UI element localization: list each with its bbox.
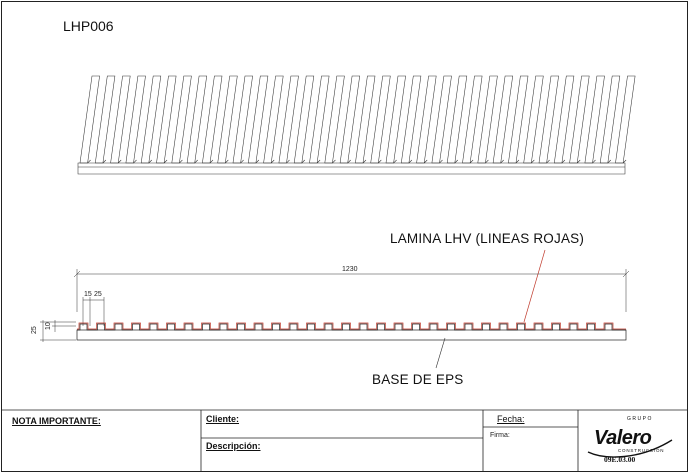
eps-base-rect (77, 330, 626, 340)
iso-rib (570, 76, 590, 163)
eps-leader-line (436, 338, 445, 368)
iso-rib (493, 76, 513, 163)
drawing-code: LHP006 (63, 18, 114, 34)
iso-rib (264, 76, 284, 163)
iso-base-slab (78, 163, 625, 174)
brand-logo: Valero (594, 427, 652, 449)
document-code: 09E.03.00 (604, 455, 636, 464)
client-label: Cliente: (206, 414, 240, 424)
brand-subtitle: CONSTRUCCIÓN (618, 448, 665, 453)
eps-callout-label: BASE DE EPS (372, 372, 464, 387)
sheet-border (2, 2, 688, 472)
iso-rib (447, 76, 467, 163)
overall-dimension (74, 269, 629, 312)
signature-label: Firma: (490, 432, 510, 439)
iso-rib (524, 76, 544, 163)
iso-rib (126, 76, 146, 163)
dimension-depth: 10 (45, 322, 52, 330)
iso-rib (340, 76, 360, 163)
iso-rib (248, 76, 268, 163)
lamina-leader-line (524, 250, 545, 322)
description-label: Descripción: (206, 441, 261, 451)
iso-rib (187, 76, 207, 163)
iso-ribs (80, 76, 635, 163)
iso-rib (585, 76, 605, 163)
iso-rib (386, 76, 406, 163)
iso-rib (508, 76, 528, 163)
pitch-dimension (83, 297, 104, 326)
iso-rib (463, 76, 483, 163)
iso-rib (417, 76, 437, 163)
iso-rib (478, 76, 498, 163)
iso-rib (172, 76, 192, 163)
dimension-pitch: 25 (94, 291, 102, 298)
iso-rib (111, 76, 131, 163)
dimension-height: 25 (31, 326, 38, 334)
iso-rib (233, 76, 253, 163)
note-label: NOTA IMPORTANTE: (12, 416, 101, 426)
brand-group-text: GRUPO (627, 416, 653, 422)
iso-rib (539, 76, 559, 163)
lamina-profile (77, 323, 626, 329)
iso-rib (310, 76, 330, 163)
iso-rib (141, 76, 161, 163)
dimension-slot: 15 (84, 291, 92, 298)
iso-rib (325, 76, 345, 163)
iso-rib (80, 76, 100, 163)
iso-rib (157, 76, 177, 163)
iso-rib (279, 76, 299, 163)
iso-rib (95, 76, 115, 163)
iso-rib (355, 76, 375, 163)
iso-rib (600, 76, 620, 163)
iso-rib (432, 76, 452, 163)
iso-rib (554, 76, 574, 163)
isometric-panel-view (78, 76, 635, 174)
iso-rib (202, 76, 222, 163)
iso-rib (218, 76, 238, 163)
lamina-callout-label: LAMINA LHV (LINEAS ROJAS) (390, 231, 585, 246)
date-label: Fecha: (497, 414, 525, 424)
dimension-total-length: 1230 (342, 266, 358, 273)
iso-rib (401, 76, 421, 163)
cross-section-view (77, 323, 626, 340)
iso-rib (616, 76, 636, 163)
iso-rib (371, 76, 391, 163)
title-block-frame (2, 410, 688, 472)
iso-rib (294, 76, 314, 163)
